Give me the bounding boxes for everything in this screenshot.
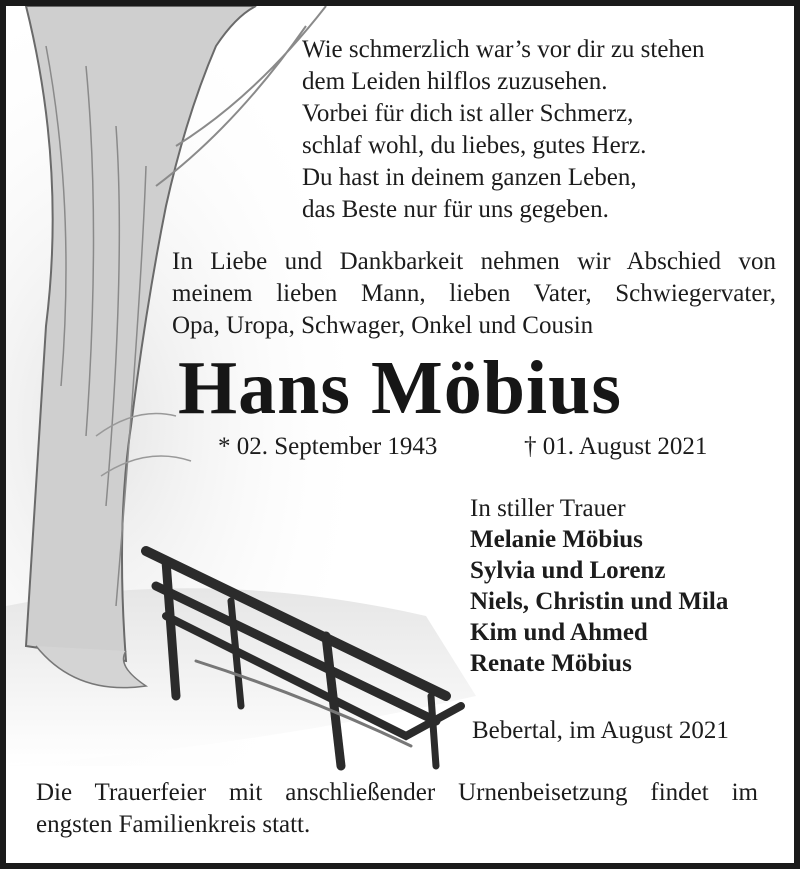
funeral-info-line: engsten Familienkreis statt.	[36, 811, 311, 838]
mourner-name: Niels, Christin und Mila	[470, 588, 729, 615]
mourner-name: Melanie Möbius	[470, 526, 643, 553]
poem-line: das Beste nur für uns gegeben.	[302, 196, 609, 223]
mourner-name: Renate Möbius	[470, 650, 632, 677]
funeral-info	[36, 777, 758, 841]
mourners-heading: In stiller Trauer	[470, 495, 626, 522]
poem-line: Wie schmerzlich war’s vor dir zu stehen	[302, 36, 705, 63]
place-and-date: Bebertal, im August 2021	[472, 717, 729, 744]
poem	[302, 34, 772, 226]
deceased-name: Hans Möbius	[178, 346, 622, 430]
farewell-text	[172, 246, 776, 342]
death-date: † 01. August 2021	[524, 433, 708, 460]
farewell-line: Opa, Uropa, Schwager, Onkel und Cousin	[172, 312, 594, 339]
poem-line: Vorbei für dich ist aller Schmerz,	[302, 100, 634, 127]
poem-line: Du hast in deinem ganzen Leben,	[302, 164, 637, 191]
farewell-line: In Liebe und Dankbarkeit nehmen wir Abschied von	[172, 248, 776, 275]
mourner-name: Sylvia und Lorenz	[470, 557, 666, 584]
mourner-name: Kim und Ahmed	[470, 619, 648, 646]
mourners-list	[470, 493, 790, 679]
birth-date: * 02. September 1943	[218, 433, 438, 460]
funeral-info-line: Die Trauerfeier mit anschließender Urnenbeisetzung findet im	[36, 779, 758, 806]
farewell-line: meinem lieben Mann, lieben Vater, Schwiegervater,	[172, 280, 776, 307]
poem-line: schlaf wohl, du liebes, gutes Herz.	[302, 132, 647, 159]
poem-line: dem Leiden hilflos zuzusehen.	[302, 68, 608, 95]
